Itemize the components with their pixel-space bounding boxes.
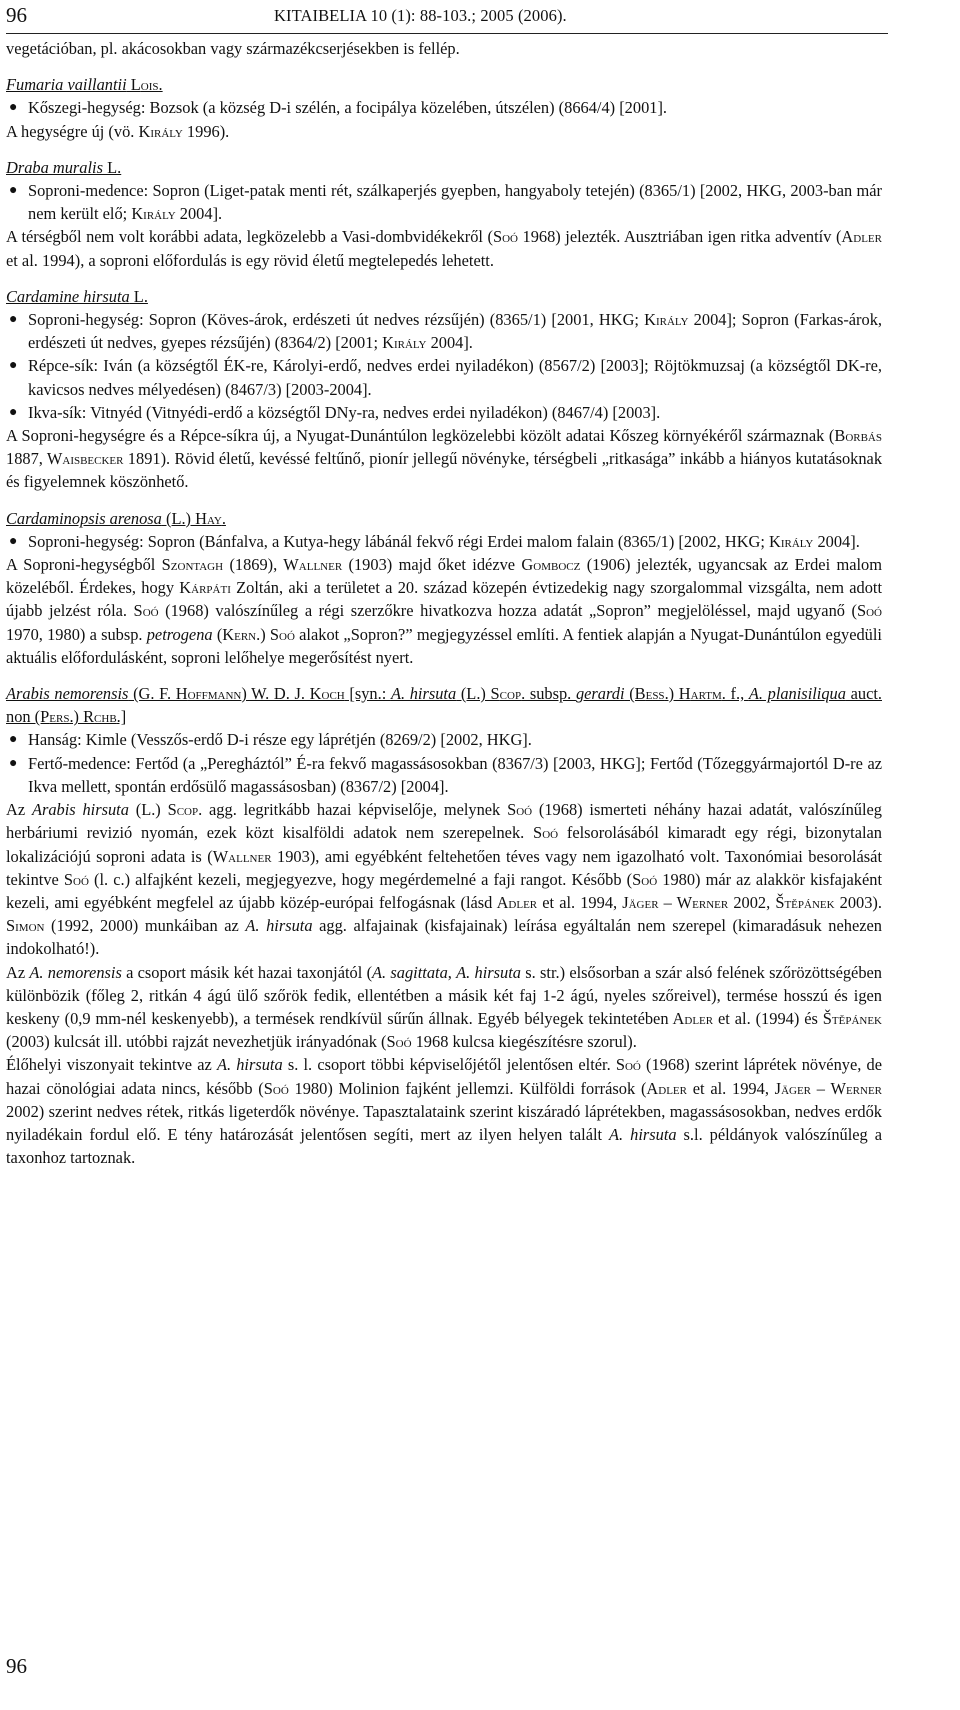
header-rule bbox=[6, 33, 888, 34]
journal-citation: KITAIBELIA 10 (1): 88-103.; 2005 (2006). bbox=[274, 6, 567, 25]
body-paragraph: A Soproni-hegységre és a Répce-síkra új, a Nyugat-Dunántúlon legközelebbi közölt adatai Kőszeg környékéről származnak (Borbás 1887, Waisbecker 1891). Rövid életű, kevéssé feltűnő, pionír jellegű növényke, térségbeli „ritkasága” inkább a hiányos kutatásoknak és figyelemnek köszönhető. bbox=[6, 426, 883, 492]
bullet-icon: ● bbox=[9, 732, 18, 748]
bullet-icon: ● bbox=[9, 183, 18, 199]
taxon-heading: Draba muralis L. bbox=[6, 157, 122, 177]
locality-item bbox=[6, 401, 882, 424]
body-paragraph: Az A. nemorensis a csoport másik két hazai taxonjától (A. sagittata, A. hirsuta s. str.) elsősorban a szár alsó felének szőrözöttségében különbözik (főleg 2, ritkán 4 ágú ülő szőrök fedik, ellentétben a másik két faj 1-2 ágú, nyeles szőreivel), termése hosszú és igen keskeny (0,9 mm-nél keskenyebb), a termések rendkívül sűrűn állnak. Egyéb bélyegek tekintetében Adler et al. (1994) és Štěpánek (2003) kulcsát ill. utóbbi rajzát nevezhetjük irányadónak (Soó 1968 kulcsa kiegészítésre szorul). bbox=[6, 962, 882, 1052]
locality-text: Soproni-medence: Sopron (Liget-patak menti rét, szálkaperjés gyepben, hangyaboly tetején) (8365/1) [2002, HKG, 2003-ban már nem került elő; Király 2004]. bbox=[28, 181, 882, 224]
locality-text: Soproni-hegység: Sopron (Köves-árok, erdészeti út nedves rézsűjén) (8365/1) [2001, HKG; Király 2004]; Sopron (Farkas-árok, erdészeti út nedves, gyepes rézsűjén) (8364/2) [2001; Király 2004]. bbox=[28, 310, 883, 353]
body-paragraph: A hegységre új (vö. Király 1996). bbox=[6, 121, 230, 141]
bullet-icon: ● bbox=[9, 100, 18, 116]
section-gap bbox=[6, 60, 882, 73]
section-gap bbox=[6, 143, 882, 156]
locality-list bbox=[6, 530, 882, 553]
locality-list bbox=[6, 96, 882, 119]
locality-item bbox=[6, 354, 882, 400]
bullet-icon: ● bbox=[9, 755, 18, 771]
locality-list bbox=[6, 179, 882, 225]
taxon-heading: Arabis nemorensis (G. F. Hoffmann) W. D. J. Koch [syn.: A. hirsuta (L.) Scop. subsp. gerardi (Bess.) Hartm. f., A. planisiliqua auct. non (Pers.) Rchb.] bbox=[6, 684, 882, 727]
bullet-icon: ● bbox=[9, 404, 18, 420]
locality-list bbox=[6, 728, 882, 798]
section-gap bbox=[6, 494, 882, 507]
taxon-heading: Fumaria vaillantii Lois. bbox=[6, 75, 163, 95]
locality-text: Répce-sík: Iván (a községtől ÉK-re, Károlyi-erdő, nedves erdei nyiladékon) (8567/2) [2003]; Röjtökmuzsaj (a községtől DK-re, kavicsos nedves mélyedésen) (8467/3) [2003-2004]. bbox=[28, 356, 882, 399]
bullet-icon: ● bbox=[9, 358, 18, 374]
locality-text: Hanság: Kimle (Vesszős-erdő D-i része egy láprétjén (8269/2) [2002, HKG]. bbox=[28, 730, 532, 750]
bullet-icon: ● bbox=[9, 312, 18, 328]
locality-item bbox=[6, 728, 882, 751]
locality-text: Soproni-hegység: Sopron (Bánfalva, a Kutya-hegy lábánál fekvő régi Erdei malom falain (8365/1) [2002, HKG; Király 2004]. bbox=[28, 531, 860, 551]
footer-page-number: 96 bbox=[6, 1654, 27, 1678]
locality-text: Kőszegi-hegység: Bozsok (a község D-i szélén, a focipálya közelében, útszélen) (8664/4) [2001]. bbox=[28, 98, 668, 118]
body-paragraph: Az Arabis hirsuta (L.) Scop. agg. legritkább hazai képviselője, melynek Soó (1968) ismerteti néhány hazai adatát, valószínűleg herbáriumi revizió nyomán, ezek közt kisalföldi adatok nem szerepelnek. Soó felsorolásából kimaradt egy régi, bizonytalan lokalizációjú soproni adata is (Wallner 1903), ami egyébként feltehetően téves vagy nem igazolható volt. Taxonómiai besorolását tekintve Soó (l. c.) alfajként kezeli, megjegyezve, hogy megérdemelné a faji rangot. Később (Soó 1980) már az alakkör kisfajaként kezeli, ami egyébként megfelel az újabb közép-európai felfogásnak (lásd Adler et al. 1994, Jäger – Werner 2002, Štěpánek 2003). Simon (1992, 2000) munkáiban az A. hirsuta agg. alfajainak (kisfajainak) leírása egyáltalán nem szerepel (kimaradásuk nehezen indokolható!). bbox=[6, 800, 883, 959]
locality-text: Ikva-sík: Vitnyéd (Vitnyédi-erdő a községtől DNy-ra, nedves erdei nyiladékon) (8467/4) [2003]. bbox=[28, 402, 661, 422]
locality-item bbox=[6, 179, 882, 225]
section-gap bbox=[6, 272, 882, 285]
taxon-heading: Cardamine hirsuta L. bbox=[6, 286, 148, 306]
header-page-number: 96 bbox=[6, 3, 27, 27]
taxon-heading: Cardaminopsis arenosa (L.) Hay. bbox=[6, 508, 226, 528]
locality-item bbox=[6, 752, 882, 798]
page-header bbox=[6, 3, 886, 29]
body-paragraph: vegetációban, pl. akácosokban vagy származékcserjésekben is fellép. bbox=[6, 39, 460, 58]
locality-item bbox=[6, 308, 882, 354]
locality-text: Fertő-medence: Fertőd (a „Peregháztól” É-ra fekvő magassásosokban (8367/3) [2003, HKG]; Fertőd (Tőzeggyármajortól D-re az Ikva mellett, spontán erdősülő magassásosban) (8367/2) [2004]. bbox=[28, 753, 882, 796]
locality-list bbox=[6, 308, 882, 424]
bullet-icon: ● bbox=[9, 533, 18, 549]
article-body bbox=[6, 37, 882, 1169]
section-gap bbox=[6, 669, 882, 682]
locality-item bbox=[6, 96, 882, 119]
body-paragraph: A térségből nem volt korábbi adata, legközelebb a Vasi-dombvidékekről (Soó 1968) jelezték. Ausztriában igen ritka adventív (Adler et al. 1994), a soproni előfordulás is egy rövid életű megtelepedés lehetett. bbox=[6, 227, 882, 270]
body-paragraph: Élőhelyi viszonyait tekintve az A. hirsuta s. l. csoport többi képviselőjétől jelentősen eltér. Soó (1968) szerint láprétek növénye, de hazai cönológiai adata nincs, később (Soó 1980) Molinion fajként jellemzi. Külföldi források (Adler et al. 1994, Jäger – Werner 2002) szerint nedves rétek, ritkás ligeterdők növénye. Tapasztalataink szerint kiszáradó láprétekben, magassásosokban, nedves erdők nyiladékain fordul elő. E tény határozását jelentősen segíti, mert az ilyen helyen talált A. hirsuta s.l. példányok valószínűleg a taxonhoz tartoznak. bbox=[6, 1055, 882, 1168]
locality-item bbox=[6, 530, 882, 553]
body-paragraph: A Soproni-hegységből Szontagh (1869), Wallner (1903) majd őket idézve Gombocz (1906) jelezték, ugyancsak az Erdei malom közeléből. Érdekes, hogy Kárpáti Zoltán, aki a területet a 20. század közepén évtizedekig nagy szorgalommal vizsgálta, nem adott újabb jelzést róla. Soó (1968) valószínűleg a régi szerzőkre hivatkozva hozza adatát „Sopron” megjelöléssel, majd ugyanő (Soó 1970, 1980) a subsp. petrogena (Kern.) Soó alakot „Sopron?” megjegyzéssel említi. A fentiek alapján a Nyugat-Dunántúlon egyedüli aktuális előfordulásként, soproni lelőhelye megerősítést nyert. bbox=[6, 555, 883, 667]
